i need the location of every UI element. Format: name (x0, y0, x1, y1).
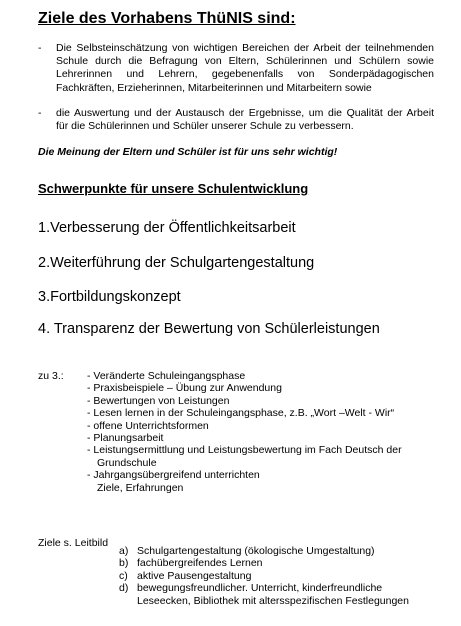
item-text: aktive Pausengestaltung (137, 569, 252, 582)
list-item: - Veränderte Schuleingangsphase (87, 370, 246, 382)
paragraph-line: Die Selbsteinschätzung von wichtigen Bereichen der Arbeit der teilnehmenden (56, 42, 434, 54)
list-item (119, 582, 409, 594)
list-item: - Jahrgangsübergreifend unterrichten (87, 469, 260, 482)
list-item (119, 557, 409, 569)
list-item: - Praxisbeispiele – Übung zur Anwendung (87, 382, 282, 395)
paragraph-line: für die Schülerinnen und Schüler unserer Schule zu verbessern. (56, 120, 354, 133)
focus-point: 4. Transparenz der Bewertung von Schülerleistungen (38, 321, 380, 337)
list-item: - Lesen lernen in der Schuleingangsphase, z.B. „Wort –Welt - Wir“ (87, 407, 395, 420)
item-text: Leseecken, Bibliothek mit altersspezifischen Festlegungen (137, 594, 409, 607)
bullet-paragraph (56, 107, 434, 133)
item-text: Schulgartengestaltung (ökologische Umgestaltung) (137, 545, 375, 557)
item-letter: b) (119, 557, 129, 570)
item-letter: d) (119, 582, 129, 595)
paragraph-line: die Auswertung und der Austausch der Ergebnisse, um die Qualität der Arbeit (56, 107, 434, 119)
list-item-continuation: Ziele, Erfahrungen (97, 481, 184, 494)
item-text: fachübergreifendes Lernen (137, 557, 263, 570)
zu3-list (87, 370, 402, 494)
list-item-continuation: Grundschule (97, 456, 157, 469)
focus-point: 3.Fortbildungskonzept (38, 289, 181, 305)
list-item: - Leistungsermittlung und Leistungsbewertung im Fach Deutsch der (87, 444, 402, 457)
leitbild-list (119, 545, 409, 607)
bullet-paragraph (56, 42, 434, 95)
paragraph-line: Fachkräften, Erzieherinnen, Mitarbeiterinnen und Mitarbeitern sowie (56, 81, 372, 94)
list-item (119, 570, 409, 582)
leitbild-label: Ziele s. Leitbild (38, 537, 109, 549)
item-letter: a) (119, 545, 129, 557)
list-item: - offene Unterrichtsformen (87, 419, 209, 432)
paragraph-line: Schule durch die Befragung von Eltern, Schülerinnen und Schülern sowie (56, 55, 434, 68)
paragraph-line: Lehrerinnen und Lehrern, gegebenenfalls von Sonderpädagogischen (56, 68, 434, 81)
zu3-label: zu 3.: (38, 370, 64, 382)
focus-point: 2.Weiterführung der Schulgartengestaltung (38, 255, 315, 271)
section-heading: Schwerpunkte für unsere Schulentwicklung (38, 181, 309, 196)
focus-point: 1.Verbesserung der Öffentlichkeitsarbeit (38, 220, 296, 236)
item-letter: c) (119, 569, 128, 582)
list-item (119, 545, 409, 557)
bullet-dash: - (38, 107, 42, 119)
list-item: - Bewertungen von Leistungen (87, 394, 230, 407)
item-text: bewegungsfreundlicher. Unterricht, kinderfreundliche (137, 582, 383, 595)
bullet-dash: - (38, 42, 42, 54)
list-item (119, 595, 409, 607)
list-item: - Planungsarbeit (87, 432, 164, 445)
item-letter (119, 595, 137, 607)
emphasis-note: Die Meinung der Eltern und Schüler ist für uns sehr wichtig! (38, 146, 338, 158)
document-title: Ziele des Vorhabens ThüNIS sind: (38, 10, 296, 27)
